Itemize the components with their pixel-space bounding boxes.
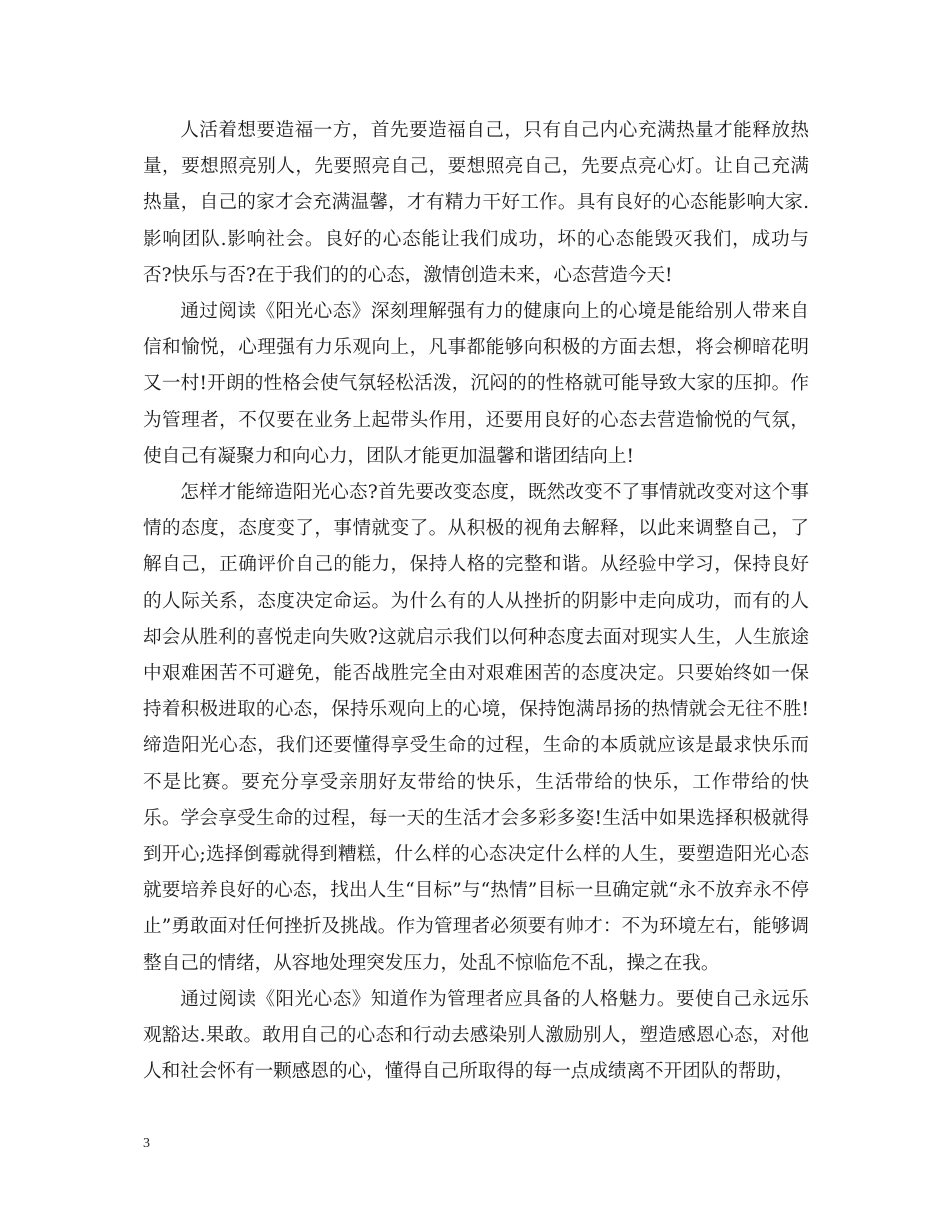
paragraph-2: 通过阅读《阳光心态》深刻理解强有力的健康向上的心境是能给别人带来自信和愉悦，心理强有力乐观向上，凡事都能够向积极的方面去想，将会柳暗花明又一村!开朗的性格会使气氛轻松活泼，沉闷的的性格就可能导致大家的压抑。作为管理者，不仅要在业务上起带头作用，还要用良好的心态去营造愉悦的气氛，使自己有凝聚力和向心力，团队才能更加温馨和谐团结向上! (143, 301, 809, 467)
document-body (143, 113, 809, 1090)
paragraph-1: 人活着想要造福一方，首先要造福自己，只有自己内心充满热量才能释放热量，要想照亮别人，先要照亮自己，要想照亮自己，先要点亮心灯。让自己充满热量，自己的家才会充满温馨，才有精力干好工作。具有良好的心态能影响大家.影响团队.影响社会。良好的心态能让我们成功，坏的心态能毁灭我们，成功与否?快乐与否?在于我们的的心态，激情创造未来，心态营造今天! (143, 120, 809, 286)
paragraph-3: 怎样才能缔造阳光心态?首先要改变态度，既然改变不了事情就改变对这个事情的态度，态度变了，事情就变了。从积极的视角去解释，以此来调整自己，了解自己，正确评价自己的能力，保持人格的完整和谐。从经验中学习，保持良好的人际关系，态度决定命运。为什么有的人从挫折的阴影中走向成功，而有的人却会从胜利的喜悦走向失败?这就启示我们以何种态度去面对现实人生，人生旅途中艰难困苦不可避免，能否战胜完全由对艰难困苦的态度决定。只要始终如一保持着积极进取的心态，保持乐观向上的心境，保持饱满昂扬的热情就会无往不胜!缔造阳光心态，我们还要懂得享受生命的过程，生命的本质就应该是最求快乐而不是比赛。要充分享受亲朋好友带给的快乐，生活带给的快乐，工作带给的快乐。学会享受生命的过程，每一天的生活才会多彩多姿!生活中如果选择积极就得到开心;选择倒霉就得到糟糕，什么样的心态决定什么样的人生，要塑造阳光心态就要培养良好的心态，找出人生“目标”与“热情”目标一旦确定就“永不放弃永不停止”勇敢面对任何挫折及挑战。作为管理者必须要有帅才：不为环境左右，能够调整自己的情绪，从容地处理突发压力，处乱不惊临危不乱，操之在我。 (143, 482, 809, 974)
page-number: 3 (143, 1136, 150, 1151)
paragraph-4: 通过阅读《阳光心态》知道作为管理者应具备的人格魅力。要使自己永远乐观豁达.果敢。敢用自己的心态和行动去感染别人激励别人，塑造感恩心态，对他人和社会怀有一颗感恩的心，懂得自己所取得的每一点成绩离不开团队的帮助， (143, 988, 809, 1083)
